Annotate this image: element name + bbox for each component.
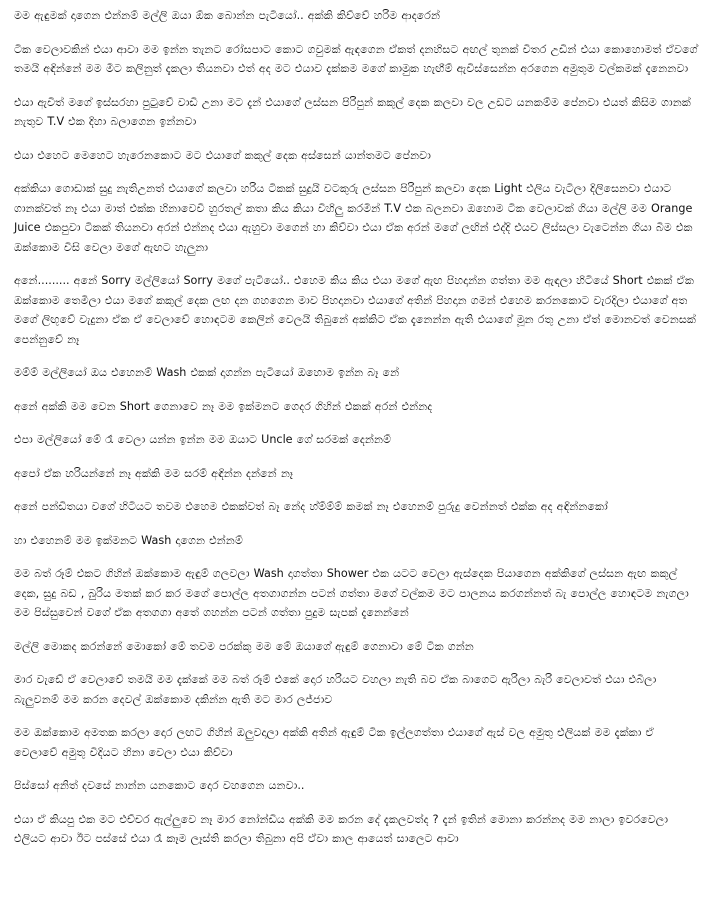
- paragraph: හා එහෙනම් මම ඉක්මනට Wash දාගෙන එන්නම්: [14, 533, 243, 547]
- paragraph: එයා ඒ කියපු එක මට එච්චර ඇල්ලුවෙ නෑ මාර නෝන්ඩිය අක්කි මම කරන දේ දැකලවත්ද ? දැන් ඉතින් මොනා කරන්නද මම නාලා ඉවරවෙලා එලියට ආවා ඊට පස්සේ එයා රෑ කෑම ලෑස්ති කරලා තිබුනා අපි ඒවා කාල ආයෙත් සාලෙට ආවා: [14, 812, 669, 845]
- paragraph: අනේ අක්කි මම වෙන Short ගෙනාවෙ නෑ මම ඉක්මනට ගෙදර ගිහින් එකක් අරන් එන්නද: [14, 399, 433, 413]
- paragraph: මම ඔක්කොම අමතක කරලා දොර ලඟට ගිහින් ඔලුවදාලා අක්කි අතින් ඇඳුම් ටික ඉල්ලගත්තා එයාගේ ඇස් වල අමුතු එලියක් මම දැක්කා ඒ වෙලාවේ අමුතු විදියට හිනා වෙලා එයා කිව්වා: [14, 726, 654, 759]
- paragraph: එයා එහෙට මෙහෙට හැරෙනකොට මට එයාගේ කකුල් දෙක අස්සෙන් යාන්තමට පේනවා: [14, 148, 431, 162]
- paragraph: අනේ......... අනේ Sorry මල්ලියෝ Sorry මගේ පැටියෝ.. එහෙම කිය කිය එයා මගේ ඇඟ පිහදාන්න ගත්තා මම ඇඳලා හිටියේ Short එකක් ඒක ඔක්කොම තෙමිලා එයා මගේ කකුල් දෙක ලඟ දන ගහගෙන මාව පිහදානවා එයාගේ අතින් පිහදාන ගමන් එහෙම කරනකොට වැරදිලා එයාගේ අත මගේ ලිඟුවේ වැදුනා ඒක ඒ වෙලාවේ හොඳටම කෙලින් වෙලයි තිබුනේ අක්කිට ඒක දැනෙන්න ඇති එයාගේ මූන රතු උනා ඒත් මොනවත් වෙනසක් පෙන්නුවේ නෑ: [14, 274, 696, 346]
- paragraph: අපෝ ඒක හරියන්නේ නෑ අක්කි මම සරම් අඳින්න දන්නේ නෑ: [14, 466, 294, 480]
- paragraph: මම බත් රූම් එකට ගිහින් ඔක්කොම ඇඳුම් ගලවලා Wash දාගත්තා Shower එක යටට වෙලා ඇස්දෙක පියාගෙන අක්කිගේ ලස්සන ඇඟ කකුල් දෙක, සුදු බඩ , බුරිය මතක් කර කර මගේ පොල්ල අතගාගන්න පටන් ගත්තා මගේ වල්කම මට පාලනය කරගන්නත් බැ පොල්ල හොඳටම නැගලා මම පිස්සුවෙන් වගේ ඒක අතගගා අතේ ගහන්න පටන් ගත්තා පුදුම සැපක් දැනෙන්නේ: [14, 567, 689, 619]
- paragraph: අනේ පන්ඩිතයා වගේ හිටියට තවම එහෙම එකක්වත් බෑ නේද හ්ම්ම්ම් කමක් නෑ එහෙනම් පුරුදු වෙන්නත් එක්ක අද අඳින්නකෝ: [14, 500, 608, 513]
- paragraph: මම්ම් මල්ලියෝ ඔය එහෙනම් Wash එකක් දාගන්න පැටියෝ ඔහොම ඉන්න බෑ නේ: [14, 366, 400, 379]
- paragraph: ටික වෙලාවකින් එයා ආවා මම ඉන්න තැනට රෝසපාට කොට ගවුමක් ඇඳගෙන ඒකත් දනහිසට අඟල් තුනක් විතර උඩින් එයා කොහොමත් ඒවගේ තමයි අඳින්නේ මම මීට කලිනුත් දැකලා තියනවා එත් අද මට එයාව දැක්කම මගේ කාමුක හැඟීම් ඇවිස්සෙන්න අරගෙන අමුතුම වල්කමක් දැනෙනවා: [14, 42, 698, 75]
- paragraph: එපා මල්ලියෝ මේ රෑ වෙලා යන්න ඉන්න මම ඔයාට Uncle ගේ සරමක් දෙන්නම්: [14, 433, 392, 446]
- paragraph: මල්ලි මොකද කරන්නේ මොකෝ මේ තවම පරක්කු මම මේ ඔයාගේ ඇඳුම් ගෙනාවා මේ ටික ගන්න: [14, 639, 474, 653]
- paragraph: මාර වැඩේ ඒ වෙලාවේ තමයි මම දැක්කේ මම බත් රූම් එකේ දොර හරියට වහලා නැති බව ඒක බාගෙට ඇරිලා බැරි වෙලාවත් එයා එබිලා බැලුවනම් මම කරන දෙවල් ඔක්කොම දකින්න ඇති මට මාර ලජ්ජාව: [14, 673, 657, 706]
- paragraph: මම ඇඳුමක් දාගෙන එන්නම් මල්ලි ඔයා ඕක බොන්න පැටියෝ.. අක්කි කිව්වේ හරිම ආදරෙන්: [14, 9, 441, 22]
- paragraph: අක්කියා ගොඩාක් සුදු නැතිඋනත් එයාගේ කලවා හරිය ටිකක් සුදුයි වටකුරු ලස්සන පිරිපුන් කලවා දෙක Light එලිය වැටිලා දිලිසෙනවා එයාට ගානක්වත් නෑ එයා මාත් එක්ක හිනාවෙවී හුරතල් කතා කිය කියා විහිලු කරමින් T.V එක බලනවා ඔහොම ටික වෙලාවක් ගියා මල්ලි මම Orange Juice එකපුවා ටිකක් තියනවා අරන් එන්නද එයා ඇහුවා මගෙන් හා කිව්වා එයා ඒක අරන් මගේ ලඟින් එද්දි එයව ලිස්සලා වැටෙන්න ගියා බිම එක ඔක්කොම විසි වෙලා මගේ ඇඟට හැලුනා: [14, 182, 693, 254]
- paragraph: එයා ඇවිත් මගේ ඉස්සරහා පුටුවේ වාඩි උනා මට දැන් එයාගේ ලස්සන පිරිපුන් කකුල් දෙක කලවා වල උඩට යනකම්ම පේනවා එයත් කිසිම ගානක් නැතුව T.V එක දිහා බලාගෙන ඉන්නවා: [14, 95, 691, 128]
- paragraph: පිස්සෝ අනිත් දවසේ නාන්න යනකොට දොර වහගෙන යනවා..: [14, 779, 305, 792]
